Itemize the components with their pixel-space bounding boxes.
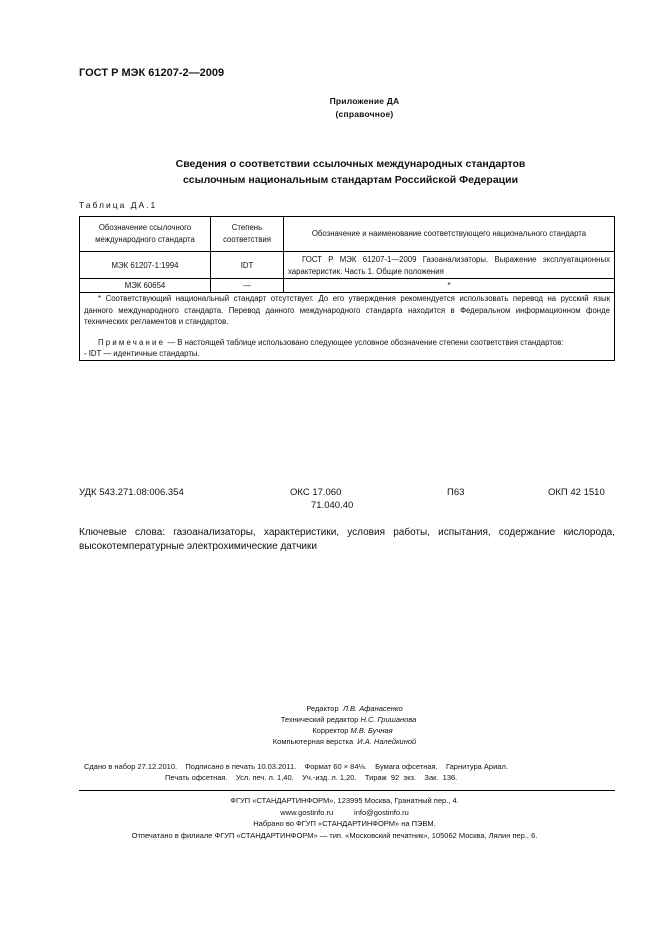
group-code: П63 [447,487,465,498]
okp-code: ОКП 42 1510 [548,487,605,498]
note-item: - IDT — идентичные стандарты. [84,349,200,358]
imprint-line2: Печать офсетная. Усл. печ. л. 1,40. Уч.-изд. л. 1,20. Тираж 92 экз. Зак. 136. [165,773,458,782]
credit-name: И.А. Налейкиной [357,737,417,746]
section-title-line1: Сведения о соответствии ссылочных международных стандартов [175,158,526,170]
credit-layout [14,736,661,747]
publisher-printed: Отпечатано в филиале ФГУП «СТАНДАРТИНФОРМ» — тип. «Московский печатник», 105062 Москва, Лялин пер., 6. [131,830,538,840]
cell-degree: IDT [211,252,284,279]
header-national-standard: Обозначение и наименование соответствующего национального стандарта [284,217,615,252]
note-paragraph [84,337,610,349]
header-international-standard: Обозначение ссылочного международного стандарта [80,217,211,252]
document-header-code: ГОСТ Р МЭК 61207-2—2009 [79,67,225,79]
table-row [80,279,615,293]
credit-name: Л.В. Афанасенко [342,704,403,713]
divider [79,790,615,791]
table-footnote-row [80,293,615,361]
footnote-text: * Соответствующий национальный стандарт отсутствует. До его утверждения рекомендуется использовать перевод на русский язык данного международного стандарта. Перевод данного международного стандарта находится в Федеральном информационном фонде технических регламентов и стандартов. [84,294,610,326]
publisher-email: info@gostinfo.ru [354,807,409,817]
table-header-row [80,217,615,252]
imprint-line1: Сдано в набор 27.12.2010. Подписано в печать 10.03.2011. Формат 60 × 84⅛. Бумага офсетная. Гарнитура Ариал. [84,762,508,771]
table-label: Таблица ДА.1 [79,200,158,210]
publisher-address: ФГУП «СТАНДАРТИНФОРМ», 123995 Москва, Гранатный пер., 4. [230,796,459,805]
keywords: Ключевые слова: газоанализаторы, характеристики, условия работы, испытания, содержание кислорода, высокотемпературные электрохимические датчики [79,527,615,552]
cell-national: ГОСТ Р МЭК 61207-1—2009 Газоанализаторы. Выражение эксплуатационных характеристик. Часть 1. Общие положения [284,252,615,279]
annex-title: Приложение ДА [329,96,400,106]
annex-subtitle: (справочное) [335,109,394,119]
credit-role: Редактор [306,704,339,713]
publisher-contacts [14,807,661,819]
publisher-typeset: Набрано во ФГУП «СТАНДАРТИНФОРМ» на ПЭВМ. [253,819,436,828]
oks-code-1: ОКС 17.060 [290,487,342,498]
publisher-web: www.gostinfo.ru [280,807,334,817]
oks-code-2: 71.040.40 [311,500,354,511]
note-label: Примечание [98,337,166,347]
table-footnote-cell [80,293,615,361]
credit-name: М.В. Бучная [350,726,393,735]
credit-role: Компьютерная верстка [272,737,354,746]
credit-role: Технический редактор [280,715,359,724]
table-row [80,252,615,279]
credit-name: Н.С. Гришанова [360,715,417,724]
cell-national: * [284,279,615,293]
credit-editor [24,703,661,714]
udk-code: УДК 543.271.08:006.354 [79,487,184,498]
credit-role: Корректор [312,726,349,735]
correspondence-table [79,216,615,361]
cell-ref: МЭК 61207-1:1994 [80,252,211,279]
section-title-line2: ссылочным национальным стандартам Российской Федерации [182,174,519,186]
credit-tech-editor [18,714,661,725]
note-text: — В настоящей таблице использовано следующее условное обозначение степени соответствия стандартов: [167,337,564,347]
publisher-block [14,795,661,841]
header-degree: Степень соответствия [211,217,284,252]
cell-degree: — [211,279,284,293]
credit-corrector [22,725,661,736]
cell-ref: МЭК 60654 [80,279,211,293]
